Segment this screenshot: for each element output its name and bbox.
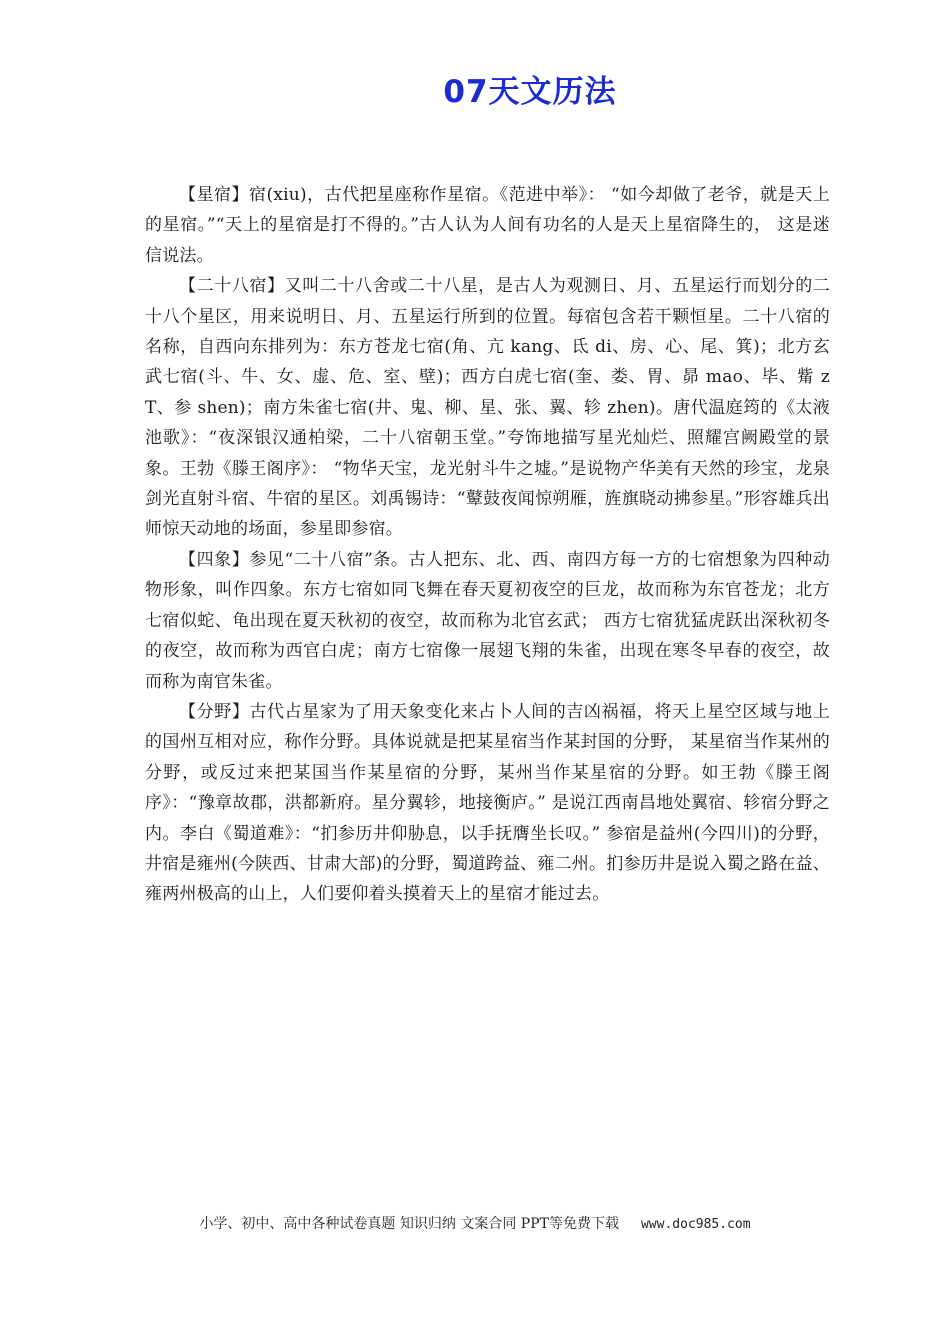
paragraph-xingxiu <box>145 180 830 271</box>
paragraph-ershibaxiu <box>145 271 830 545</box>
document-body <box>145 180 830 910</box>
page-footer <box>0 1213 950 1233</box>
footer-text: 小学、初中、高中各种试卷真题 知识归纳 文案合同 PPT等免费下载 <box>199 1216 619 1232</box>
paragraph-text: 又叫二十八舍或二十八星，是古人为观测日、月、五星运行而划分的二十八个星区，用来说明日、月、五星运行所到的位置。每宿包含若干颗恒星。二十八宿的名称，自西向东排列为：东方苍龙七宿(角、亢 kang、氐 di、房、心、尾、箕)；北方玄武七宿(斗、牛、女、虚、危、室、壁)；西方白虎七宿(奎、娄、胃、昴 mao、毕、觜 zT、参 shen)；南方朱雀七宿(井、鬼、柳、星、张、翼、轸 zhen)。唐代温庭筠的《太液池歌》：“夜深银汉通柏梁，二十八宿朝玉堂。”夸饰地描写星光灿烂、照耀宫阙殿堂的景象。王勃《滕王阁序》： “物华天宝，龙光射斗牛之墟。”是说物产华美有天然的珍宝，龙泉剑光直射斗宿、牛宿的星区。刘禹锡诗：“鼙鼓夜闻惊朔雁，旌旗晓动拂参星。”形容雄兵出师惊天动地的场面，参星即参宿。 <box>145 276 831 540</box>
paragraph-text: 参见“二十八宿”条。古人把东、北、西、南四方每一方的七宿想象为四种动物形象，叫作四象。东方七宿如同飞舞在春天夏初夜空的巨龙，故而称为东官苍龙；北方七宿似蛇、龟出现在夏天秋初的夜空，故而称为北官玄武； 西方七宿犹猛虎跃出深秋初冬的夜空，故而称为西官白虎；南方七宿像一展翅飞翔的朱雀，出现在寒冬早春的夜空，故而称为南官朱雀。 <box>145 549 830 692</box>
paragraph-sixiang <box>145 545 830 697</box>
term-heading: 【星宿】 <box>179 185 250 205</box>
term-heading: 【分野】 <box>179 701 250 722</box>
paragraph-text: 宿(xiu)，古代把星座称作星宿。《范进中举》： “如今却做了老爷，就是天上的星宿。”“天上的星宿是打不得的。”古人认为人间有功名的人是天上星宿降生的， 这是迷信说法。 <box>145 185 830 266</box>
term-heading: 【二十八宿】 <box>179 276 285 297</box>
paragraph-text: 古代占星家为了用天象变化来占卜人间的吉凶祸福，将天上星空区域与地上的国州互相对应，称作分野。具体说就是把某星宿当作某封国的分野， 某星宿当作某州的分野，或反过来把某国当作某星宿的分野，某州当作某星宿的分野。如王勃《滕王阁序》：“豫章故郡，洪都新府。星分翼轸，地接衡庐。” 是说江西南昌地处翼宿、轸宿分野之内。李白《蜀道难》：“扪参历井仰胁息，以手抚膺坐长叹。” 参宿是益州(今四川)的分野，井宿是雍州(今陕西、甘肃大部)的分野，蜀道跨益、雍二州。扪参历井是说入蜀之路在益、雍两州极高的山上，人们要仰着头摸着天上的星宿才能过去。 <box>145 701 830 905</box>
footer-site-link[interactable]: www.doc985.com <box>640 1217 751 1232</box>
term-heading: 【四象】 <box>179 549 250 570</box>
paragraph-fenye <box>145 697 830 910</box>
page-title: 07天文历法 <box>443 74 617 110</box>
